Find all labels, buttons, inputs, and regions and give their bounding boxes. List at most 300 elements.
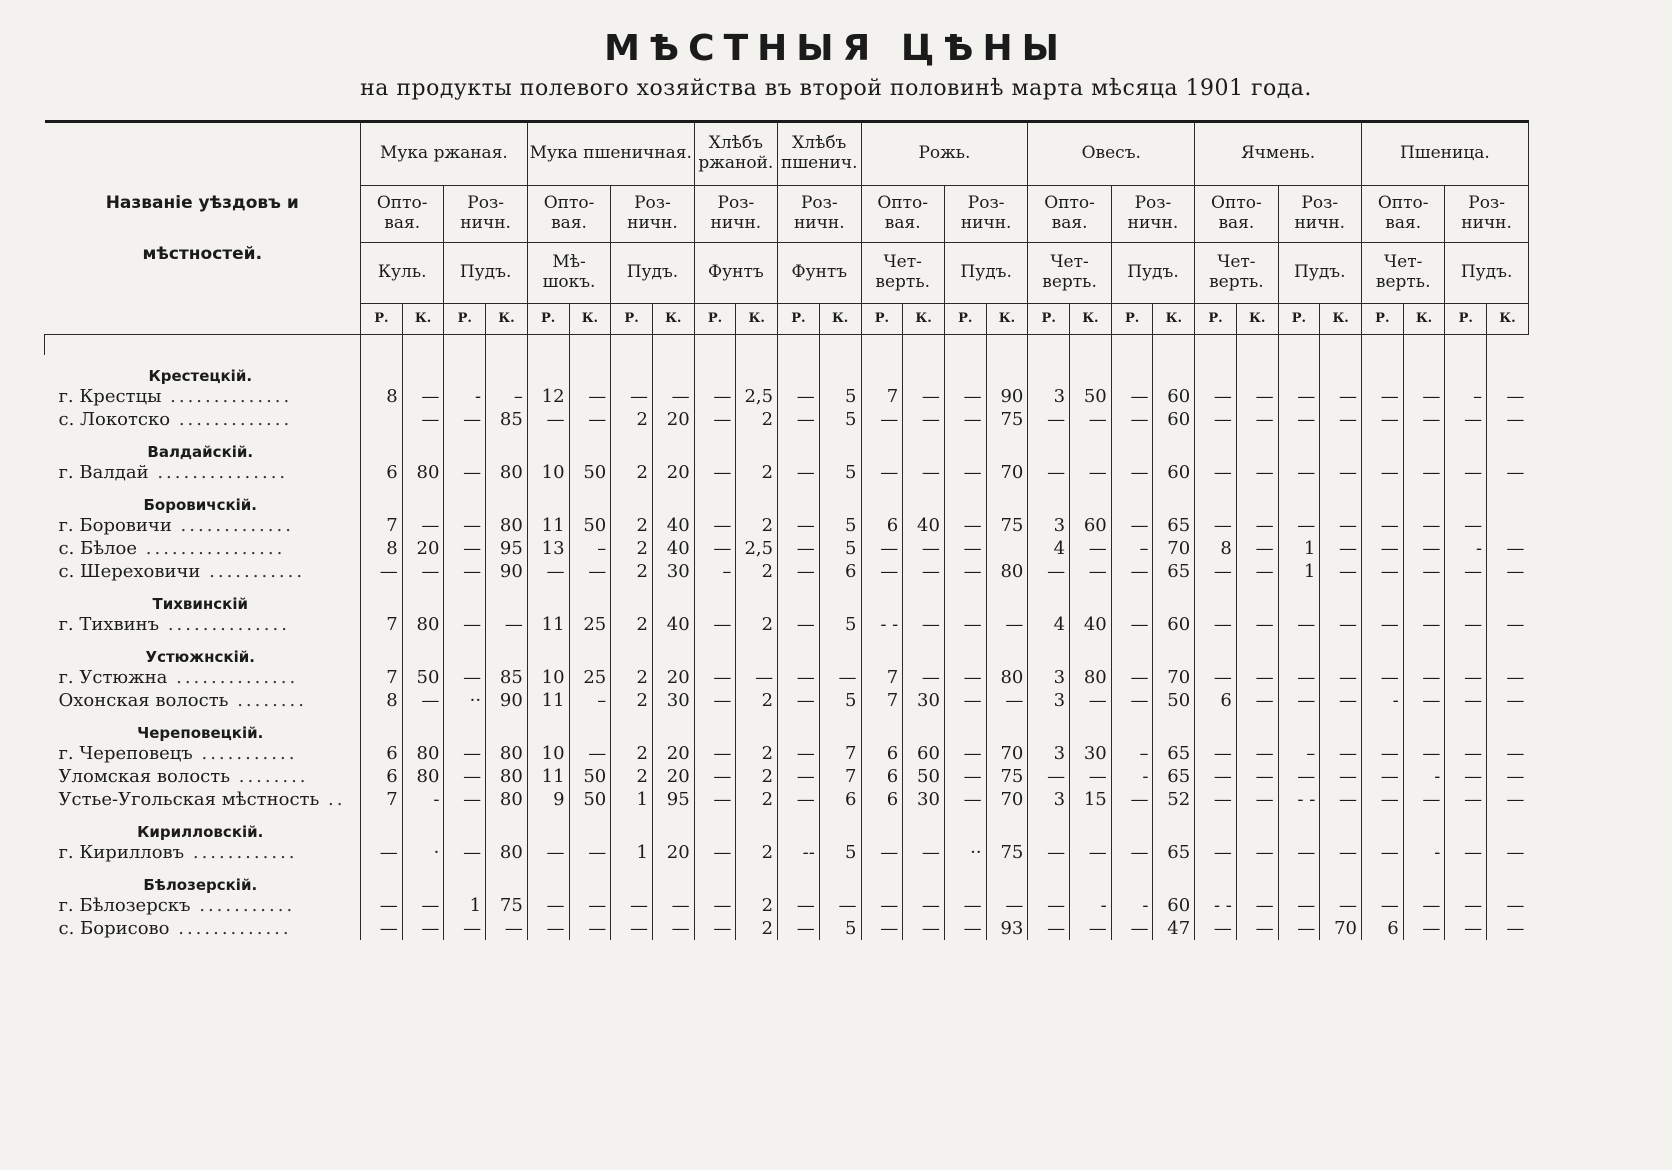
price-cell: — [778,894,820,917]
price-cell: 5 [819,917,861,940]
spacer-cell [611,335,653,356]
price-cell: 90 [486,560,528,583]
empty-cell [486,864,528,894]
price-cell: 50 [569,788,611,811]
price-cell: 20 [652,408,694,431]
price-cell: — [1487,742,1529,765]
price-cell: 60 [1153,408,1195,431]
empty-cell [778,712,820,742]
price-cell: — [1111,461,1153,484]
price-cell: 80 [402,461,444,484]
empty-cell [1153,864,1195,894]
empty-cell [1278,484,1320,514]
empty-cell [1320,636,1362,666]
price-cell: — [1111,788,1153,811]
price-cell: - - [861,613,903,636]
locality-name [45,788,361,811]
empty-cell [486,712,528,742]
district-name: Череповецкій. [137,724,264,742]
price-cell: — [986,894,1028,917]
empty-cell [1236,864,1278,894]
price-cell: — [1236,514,1278,537]
rubles-header: Р. [361,304,403,335]
price-cell: 20 [652,461,694,484]
price-cell: 15 [1070,788,1112,811]
empty-cell [903,484,945,514]
price-cell: – [486,385,528,408]
price-cell: — [1320,560,1362,583]
price-cell: — [1236,917,1278,940]
price-cell: — [1111,841,1153,864]
price-cell: — [903,613,945,636]
empty-cell [1445,864,1487,894]
unit-header: Фунтъ [778,243,861,304]
price-cell: — [1195,788,1237,811]
price-cell: — [527,917,569,940]
empty-cell [1403,636,1445,666]
page-title: МѢСТНЫЯ ЦѢНЫ [604,28,1068,69]
price-cell: — [1111,666,1153,689]
price-cell: — [903,841,945,864]
empty-cell [1445,583,1487,613]
unit-header: Чет-верть. [861,243,944,304]
price-cell: 95 [652,788,694,811]
price-cell: — [778,917,820,940]
spacer-cell [736,335,778,356]
empty-cell [1403,484,1445,514]
empty-cell [1320,864,1362,894]
price-cell: - [1403,765,1445,788]
price-cell: — [1320,408,1362,431]
table-row [45,894,1529,917]
price-cell: — [1445,689,1487,712]
empty-cell [1445,484,1487,514]
price-cell: — [778,666,820,689]
price-cell: — [1403,788,1445,811]
price-cell: — [1278,613,1320,636]
price-cell: — [1320,689,1362,712]
price-cell: — [1320,841,1362,864]
dot-leader: ............. [171,515,294,536]
empty-cell [1445,636,1487,666]
empty-cell [1361,431,1403,461]
empty-cell [694,636,736,666]
empty-cell [361,484,403,514]
empty-cell [486,636,528,666]
kopecks-header: К. [903,304,945,335]
sale-type-header: Опто-вая. [861,186,944,243]
empty-cell [1153,355,1195,385]
price-cell: — [402,894,444,917]
price-cell: 80 [986,560,1028,583]
price-cell: 3 [1028,666,1070,689]
spacer-cell [1445,335,1487,356]
price-cell: 5 [819,385,861,408]
price-cell: — [1070,560,1112,583]
price-cell: — [694,689,736,712]
spacer-cell [819,335,861,356]
empty-cell [652,811,694,841]
empty-cell [527,431,569,461]
price-cell: 40 [652,537,694,560]
price-cell: — [1236,666,1278,689]
price-cell: — [1487,408,1529,431]
price-cell: — [903,385,945,408]
price-cell: 30 [1070,742,1112,765]
empty-cell [361,355,403,385]
empty-cell [652,636,694,666]
price-cell: 2 [611,742,653,765]
price-cell: — [861,894,903,917]
price-cell: 95 [486,537,528,560]
empty-cell [1487,431,1529,461]
dot-leader: ................ [137,538,286,559]
dot-leader: ........... [190,895,296,916]
price-cell: — [694,613,736,636]
unit-header: Куль. [361,243,444,304]
price-cell: — [1070,408,1112,431]
price-cell: — [1236,689,1278,712]
price-cell: — [861,537,903,560]
empty-cell [402,864,444,894]
spacer-cell [1070,335,1112,356]
locality-name [45,841,361,864]
empty-cell [444,583,486,613]
empty-cell [1028,712,1070,742]
kopecks-header: К. [736,304,778,335]
empty-cell [1236,712,1278,742]
price-cell: — [778,461,820,484]
empty-cell [903,712,945,742]
district-name: Кирилловскій. [137,823,264,841]
price-cell: — [1320,537,1362,560]
price-cell: 7 [361,788,403,811]
price-cell: — [652,385,694,408]
price-cell: — [1320,461,1362,484]
price-cell: 70 [986,742,1028,765]
price-cell: 2 [611,765,653,788]
empty-cell [694,431,736,461]
price-cell: — [1278,917,1320,940]
price-cell: — [1236,537,1278,560]
price-cell: 20 [652,742,694,765]
price-cell: — [1487,841,1529,864]
empty-cell [944,811,986,841]
price-cell: — [1361,560,1403,583]
empty-cell [361,636,403,666]
price-cell: — [402,385,444,408]
sale-type-header: Роз-ничн. [1278,186,1361,243]
price-cell: 25 [569,613,611,636]
price-cell: — [1236,765,1278,788]
price-cell: — [1195,560,1237,583]
price-cell: 60 [1153,894,1195,917]
empty-cell [819,864,861,894]
price-cell: 80 [486,742,528,765]
price-cell: 30 [903,689,945,712]
rubles-header: Р. [1028,304,1070,335]
price-cell: 2 [611,666,653,689]
empty-cell [1153,583,1195,613]
price-cell: — [569,841,611,864]
price-cell: 8 [1195,537,1237,560]
price-cell: — [944,788,986,811]
price-cell: — [736,666,778,689]
empty-cell [402,636,444,666]
sale-type-header: Роз-ничн. [1445,186,1528,243]
empty-cell [569,484,611,514]
empty-cell [736,636,778,666]
empty-cell [986,355,1028,385]
price-cell: 5 [819,841,861,864]
price-cell: — [694,894,736,917]
empty-cell [1278,355,1320,385]
price-cell: — [1361,408,1403,431]
empty-cell [1195,811,1237,841]
price-cell: 1 [1278,537,1320,560]
price-cell: 7 [819,765,861,788]
product-group-header: Мука пшеничная. [527,122,694,186]
empty-cell [944,583,986,613]
empty-cell [1195,864,1237,894]
empty-cell [527,355,569,385]
price-cell: · [402,841,444,864]
empty-cell [1236,431,1278,461]
price-cell: — [1320,788,1362,811]
price-cell: — [486,917,528,940]
price-cell: — [1361,894,1403,917]
product-group-header: Пшеница. [1361,122,1528,186]
price-cell: — [527,408,569,431]
dot-leader: .. [319,789,346,810]
empty-cell [527,636,569,666]
empty-cell [903,431,945,461]
spacer-cell [569,335,611,356]
table-row [45,613,1529,636]
price-cell: 2,5 [736,537,778,560]
empty-cell [444,484,486,514]
price-cell: — [1320,894,1362,917]
price-cell: 93 [986,917,1028,940]
empty-cell [361,864,403,894]
price-cell: — [861,408,903,431]
table-row [45,788,1529,811]
price-cell: — [1361,461,1403,484]
table-row [45,917,1529,940]
price-cell [986,537,1028,560]
empty-cell [1153,431,1195,461]
price-cell: 80 [486,514,528,537]
empty-cell [694,712,736,742]
price-cell: 80 [486,788,528,811]
price-cell: 6 [361,461,403,484]
price-cell: 50 [1070,385,1112,408]
empty-cell [1070,484,1112,514]
price-cell: — [1195,385,1237,408]
empty-cell [819,431,861,461]
price-cell: 2 [611,537,653,560]
price-cell: 30 [652,689,694,712]
rubles-header: Р. [778,304,820,335]
empty-cell [402,355,444,385]
empty-cell [527,811,569,841]
sale-type-header: Роз-ничн. [611,186,694,243]
price-cell: — [1361,788,1403,811]
empty-cell [611,636,653,666]
price-cell: — [1361,385,1403,408]
price-cell: 3 [1028,742,1070,765]
header-row-groups [45,122,1529,186]
empty-cell [986,864,1028,894]
price-cell: 7 [361,666,403,689]
empty-cell [569,583,611,613]
price-cell: — [611,917,653,940]
price-cell: 60 [1153,461,1195,484]
price-cell: — [944,917,986,940]
price-cell: 40 [652,613,694,636]
price-cell: — [486,613,528,636]
price-cell: — [444,461,486,484]
empty-cell [819,636,861,666]
price-cell: — [694,788,736,811]
locality-name [45,917,361,940]
empty-cell [778,636,820,666]
unit-header: Чет-верть. [1361,243,1444,304]
table-row [45,689,1529,712]
price-cell: 7 [861,666,903,689]
empty-cell [903,636,945,666]
empty-cell [1487,712,1529,742]
empty-cell [1070,636,1112,666]
empty-cell [819,484,861,514]
locality-name [45,385,361,408]
price-cell: — [903,537,945,560]
empty-cell [861,811,903,841]
price-cell: 6 [861,765,903,788]
empty-cell [778,431,820,461]
price-cell: - [1111,765,1153,788]
price-cell: — [1278,689,1320,712]
price-cell: — [1445,461,1487,484]
price-cell: - [444,385,486,408]
price-cell: - [1111,894,1153,917]
rubles-header: Р. [1195,304,1237,335]
spacer-cell [903,335,945,356]
empty-cell [1278,636,1320,666]
sale-type-header: Роз-ничн. [444,186,527,243]
price-cell: — [944,461,986,484]
rubles-header: Р. [527,304,569,335]
locality-name [45,894,361,917]
empty-cell [1320,431,1362,461]
locality-name [45,514,361,537]
empty-cell [1028,636,1070,666]
price-cell: — [1195,666,1237,689]
price-cell: — [1487,894,1529,917]
price-cell: — [944,765,986,788]
price-cell: — [444,537,486,560]
price-cell: 75 [486,894,528,917]
unit-header: Фунтъ [694,243,777,304]
price-cell: — [1403,894,1445,917]
empty-cell [652,484,694,514]
locality-label: г. Боровичи [58,515,172,536]
price-cell: — [819,894,861,917]
empty-cell [861,636,903,666]
price-cell: — [903,461,945,484]
locality-label: с. Локотско [58,409,171,430]
price-cell: 6 [861,514,903,537]
price-cell: 75 [986,765,1028,788]
price-cell: — [1278,385,1320,408]
empty-cell [611,484,653,514]
price-cell: 8 [361,537,403,560]
sale-type-header: Опто-вая. [1361,186,1444,243]
price-cell: — [1445,765,1487,788]
price-cell: 5 [819,408,861,431]
empty-cell [861,864,903,894]
empty-cell [444,355,486,385]
empty-cell [778,864,820,894]
district-row [45,583,1529,613]
price-cell: 6 [1195,689,1237,712]
locality-label: г. Крестцы [58,386,162,407]
empty-cell [778,583,820,613]
price-cell: — [1445,666,1487,689]
price-cell: — [861,461,903,484]
price-cell: 70 [1153,537,1195,560]
price-cell: 2 [736,788,778,811]
spacer-cell [652,335,694,356]
price-cell: — [861,560,903,583]
price-cell: — [444,514,486,537]
price-cell: — [1403,613,1445,636]
price-cell: 6 [819,560,861,583]
price-cell: 3 [1028,514,1070,537]
price-cell: 7 [819,742,861,765]
empty-cell [1445,712,1487,742]
empty-cell [1403,712,1445,742]
empty-cell [736,355,778,385]
price-cell: 50 [569,461,611,484]
empty-cell [1195,431,1237,461]
price-cell: 11 [527,689,569,712]
price-cell: - [402,788,444,811]
empty-cell [611,431,653,461]
price-cell: 13 [527,537,569,560]
dot-leader: ............. [169,918,292,939]
empty-cell [1278,583,1320,613]
dot-leader: ............. [170,409,293,430]
price-cell: 2 [611,560,653,583]
sale-type-header: Роз-ничн. [694,186,777,243]
sale-type-header: Опто-вая. [1195,186,1278,243]
locality-name [45,461,361,484]
price-cell: – [569,689,611,712]
district-name: Тихвинскій [152,595,248,613]
price-cell: 80 [402,765,444,788]
price-cell: — [361,841,403,864]
spacer-cell [694,335,736,356]
empty-cell [1403,355,1445,385]
price-cell: 7 [861,385,903,408]
price-cell: 7 [861,689,903,712]
price-cell: 60 [1153,385,1195,408]
empty-cell [361,583,403,613]
price-cell: — [1487,765,1529,788]
spacer-cell [1403,335,1445,356]
price-cell: 40 [652,514,694,537]
